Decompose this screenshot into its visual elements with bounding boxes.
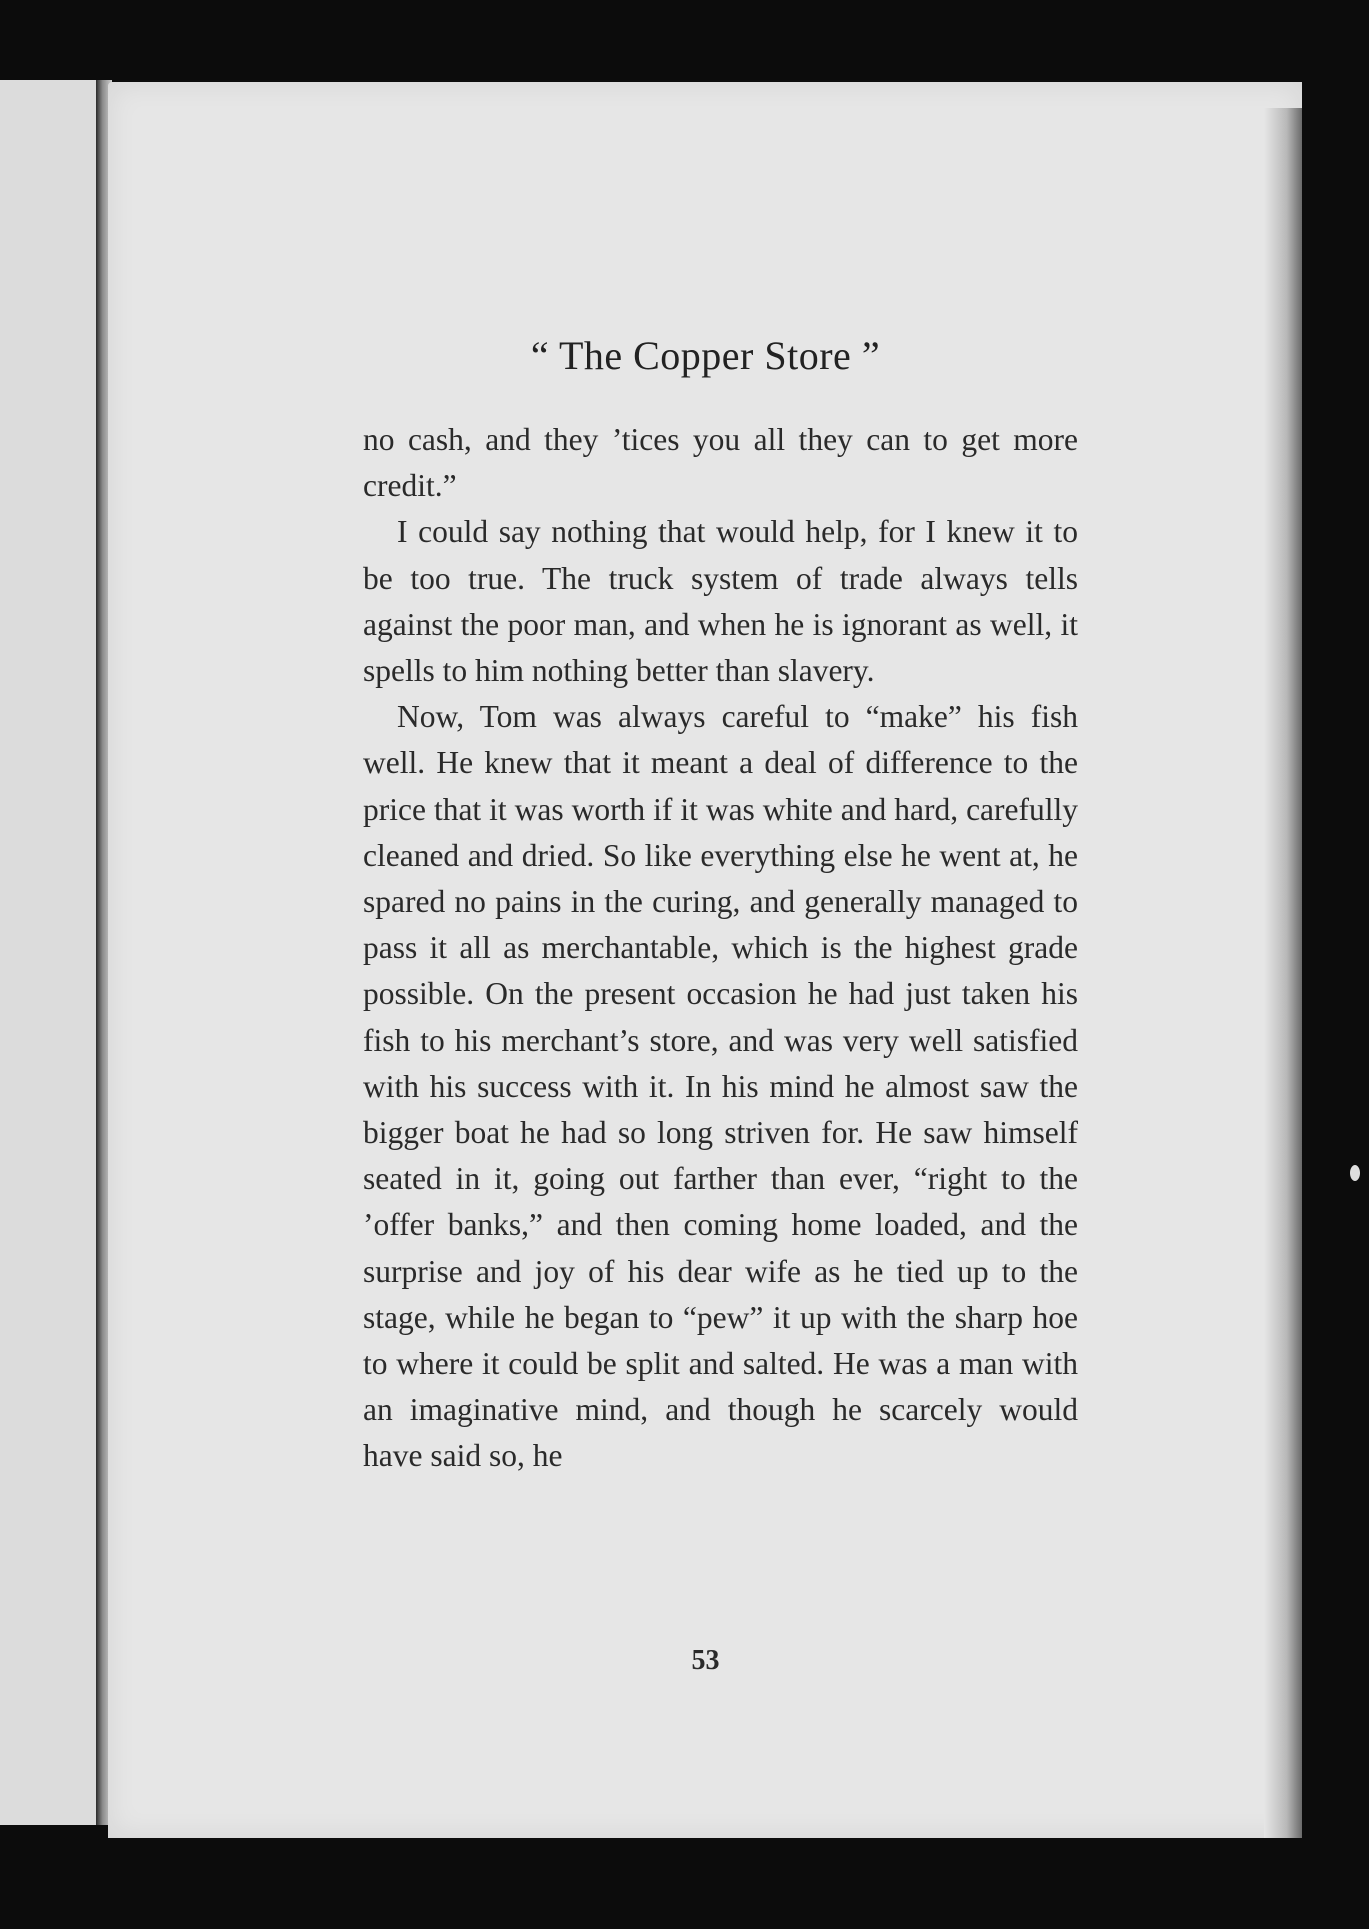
paragraph: Now, Tom was always careful to “make” his fish well. He knew that it meant a deal of difference to the price that it was worth if it was white and hard, carefully cleaned and dried. So like everything else he went at, he spared no pains in the curing, and generally managed to pass it all as merchantable, which is the highest grade possible. On the present occasion he had just taken his fish to his merchant’s store, and was very well satisfied with his success with it. In his mind he almost saw the bigger boat he had so long striven for. He saw himself seated in it, going out farther than ever, “right to the ’offer banks,” and then coming home loaded, and the surprise and joy of his dear wife as he tied up to the stage, while he began to “pew” it up with the sharp hoe to where it could be split and salted. He was a man with an imaginative mind, and though he scarcely would have said so, he: [363, 699, 1078, 1474]
running-head: “ The Copper Store ”: [530, 333, 881, 378]
previous-page-edge: [0, 80, 109, 1825]
paragraph: I could say nothing that would help, for I knew it to be too true. The truck system of trade always tells against the poor man, and when he is ignorant as well, it spells to him nothing better than slavery.: [363, 514, 1078, 689]
scan-artifact: [1350, 1165, 1360, 1181]
body-text: [363, 417, 1078, 1480]
page-fore-edge-shadow: [1264, 108, 1302, 1838]
paragraph-continued: no cash, and they ’tices you all they can to get more credit.”: [363, 422, 1078, 504]
page-number: 53: [691, 1645, 720, 1676]
scan-border: [0, 1838, 1369, 1929]
book-page: [108, 82, 1302, 1838]
